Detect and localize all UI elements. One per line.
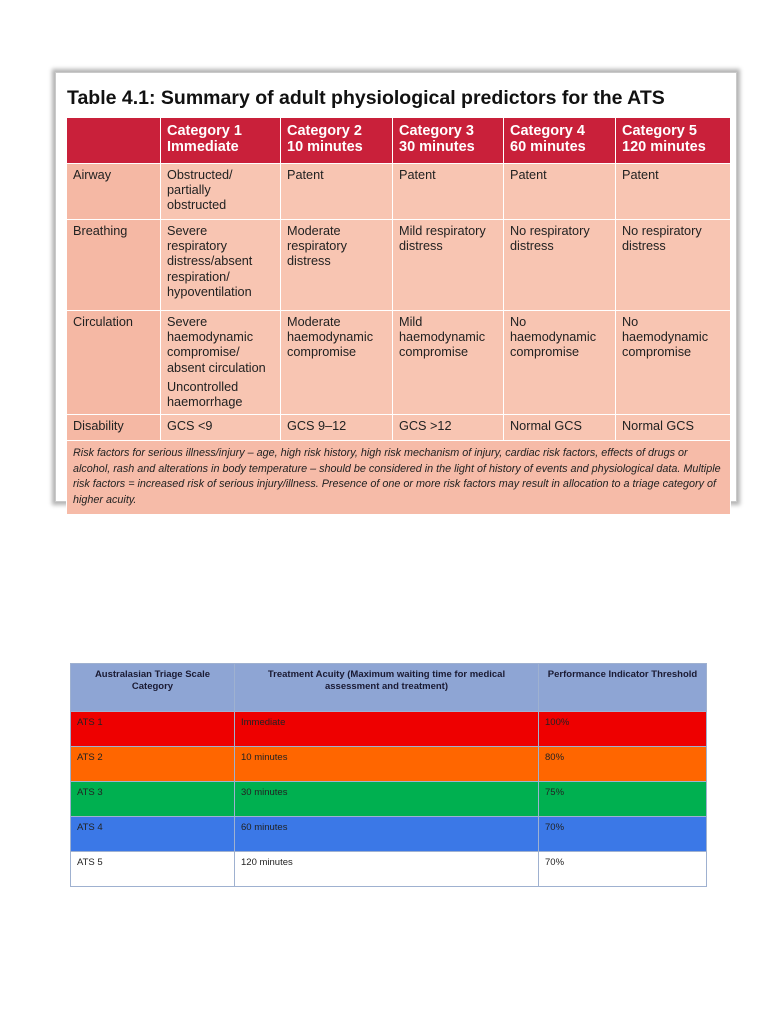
header-category-4: Category 4 60 minutes bbox=[504, 118, 616, 164]
table-cell: Normal GCS bbox=[616, 415, 731, 441]
ats-category-cell: ATS 3 bbox=[71, 782, 235, 817]
row-label-breathing: Breathing bbox=[67, 220, 161, 311]
table-cell: Patent bbox=[504, 164, 616, 220]
acuity-cell: Immediate bbox=[235, 712, 539, 747]
header-treatment-acuity: Treatment Acuity (Maximum waiting time for medical assessment and treatment) bbox=[235, 664, 539, 712]
ats-performance-table bbox=[70, 663, 707, 887]
table-footer-row bbox=[67, 441, 731, 515]
table-cell: No respiratory distress bbox=[504, 220, 616, 311]
threshold-cell: 100% bbox=[539, 712, 707, 747]
table-cell: GCS >12 bbox=[393, 415, 504, 441]
header-category-5: Category 5 120 minutes bbox=[616, 118, 731, 164]
ats-category-cell: ATS 4 bbox=[71, 817, 235, 852]
row-label-circulation: Circulation bbox=[67, 311, 161, 415]
table-cell: No haemodynamic compromise bbox=[504, 311, 616, 415]
table-row-breathing bbox=[67, 220, 731, 311]
header-category-1: Category 1 Immediate bbox=[161, 118, 281, 164]
ats-predictors-table bbox=[66, 117, 731, 515]
header-category-2: Category 2 10 minutes bbox=[281, 118, 393, 164]
table-cell: No haemodynamic compromise bbox=[616, 311, 731, 415]
threshold-cell: 80% bbox=[539, 747, 707, 782]
table-cell: Patent bbox=[393, 164, 504, 220]
table-cell: No respiratory distress bbox=[616, 220, 731, 311]
table-cell: GCS 9–12 bbox=[281, 415, 393, 441]
acuity-cell: 120 minutes bbox=[235, 852, 539, 887]
table-row-circulation bbox=[67, 311, 731, 415]
table-row-ats-2 bbox=[71, 747, 707, 782]
acuity-cell: 60 minutes bbox=[235, 817, 539, 852]
ats-predictors-figure bbox=[55, 72, 737, 506]
header-category-3: Category 3 30 minutes bbox=[393, 118, 504, 164]
table-cell: Mild haemodynamic compromise bbox=[393, 311, 504, 415]
table-cell: Obstructed/ partially obstructed bbox=[161, 164, 281, 220]
threshold-cell: 70% bbox=[539, 817, 707, 852]
acuity-cell: 10 minutes bbox=[235, 747, 539, 782]
table-cell bbox=[161, 311, 281, 415]
risk-factors-note: Risk factors for serious illness/injury – age, high risk history, high risk mechanism of injury, cardiac risk factors, effects of drugs or alcohol, rash and alterations in body temperature – should be considered in the light of history of events and physiological data. Multiple risk factors = increased risk of serious injury/illness. Presence of one or more risk factors may result in allocation to a triage category of higher acuity. bbox=[67, 441, 731, 515]
header-cell-empty bbox=[67, 118, 161, 164]
ats-category-cell: ATS 2 bbox=[71, 747, 235, 782]
row-label-airway: Airway bbox=[67, 164, 161, 220]
table-cell: Moderate respiratory distress bbox=[281, 220, 393, 311]
table-header-row bbox=[71, 664, 707, 712]
header-ats-category: Australasian Triage Scale Category bbox=[71, 664, 235, 712]
table-title: Table 4.1: Summary of adult physiological predictors for the ATS bbox=[67, 87, 665, 109]
threshold-cell: 70% bbox=[539, 852, 707, 887]
table-cell: Patent bbox=[616, 164, 731, 220]
table-cell: Moderate haemodynamic compromise bbox=[281, 311, 393, 415]
ats-category-cell: ATS 5 bbox=[71, 852, 235, 887]
table-row-airway bbox=[67, 164, 731, 220]
table-cell: Mild respiratory distress bbox=[393, 220, 504, 311]
table-row-ats-3 bbox=[71, 782, 707, 817]
cell-text-extra: Uncontrolled haemorrhage bbox=[167, 379, 243, 410]
header-performance-threshold: Performance Indicator Threshold bbox=[539, 664, 707, 712]
table-cell: GCS <9 bbox=[161, 415, 281, 441]
table-cell: Severe respiratory distress/absent respiration/ hypoventilation bbox=[161, 220, 281, 311]
table-row-disability bbox=[67, 415, 731, 441]
ats-category-cell: ATS 1 bbox=[71, 712, 235, 747]
table-row-ats-4 bbox=[71, 817, 707, 852]
acuity-cell: 30 minutes bbox=[235, 782, 539, 817]
threshold-cell: 75% bbox=[539, 782, 707, 817]
cell-text: Severe haemodynamic compromise/ absent circulation bbox=[167, 315, 266, 375]
table-row-ats-5 bbox=[71, 852, 707, 887]
table-cell: Patent bbox=[281, 164, 393, 220]
row-label-disability: Disability bbox=[67, 415, 161, 441]
table-cell: Normal GCS bbox=[504, 415, 616, 441]
table-header-row bbox=[67, 118, 731, 164]
table-row-ats-1 bbox=[71, 712, 707, 747]
